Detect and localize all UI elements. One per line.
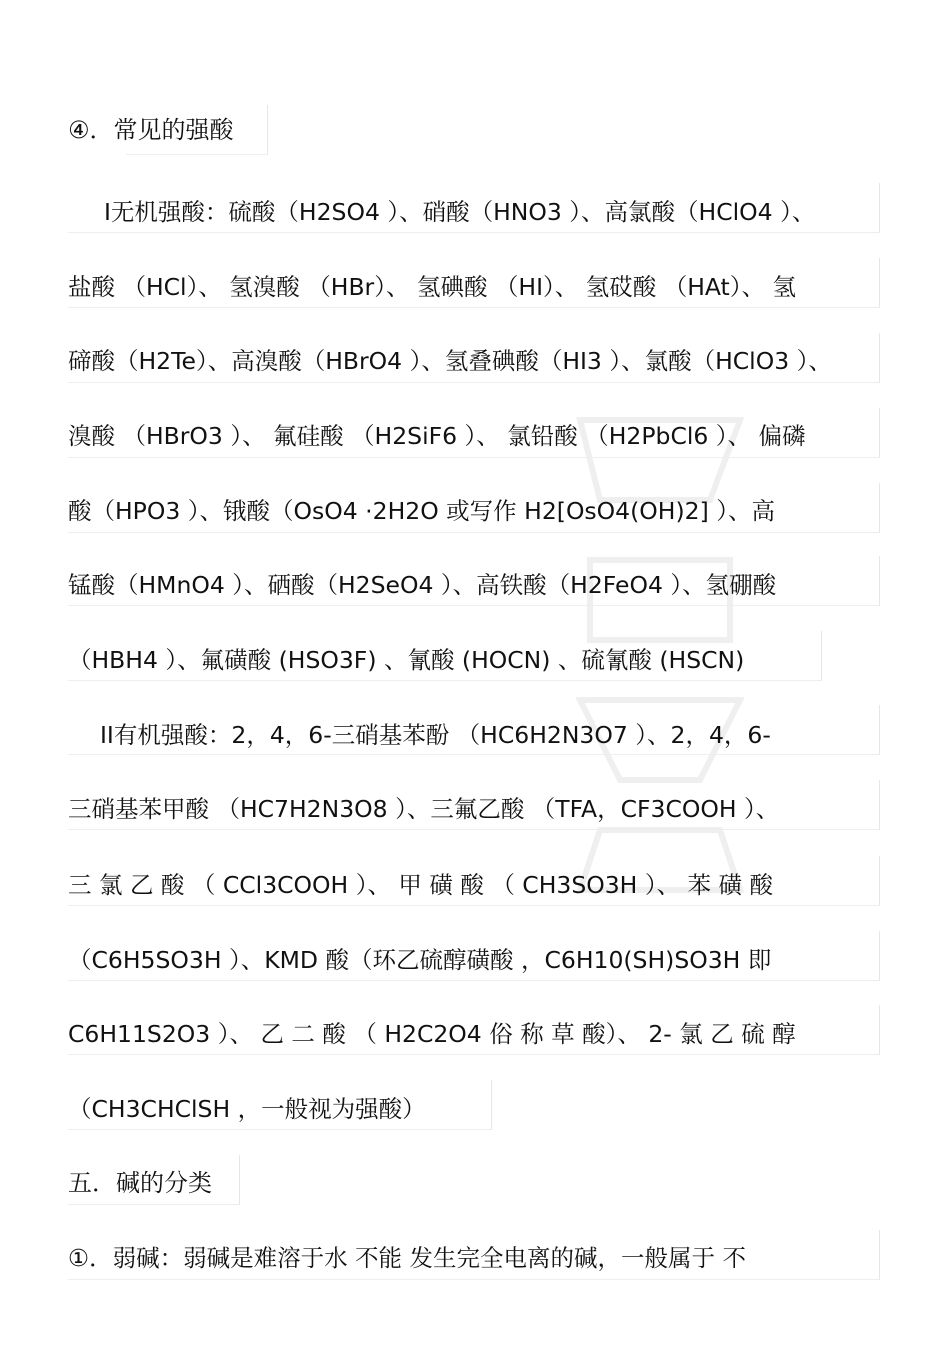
text-line-3: 碲酸（H2Te）、高溴酸（HBrO4 ）、氢叠碘酸（HI3 ）、氯酸（HClO3 ）、 <box>68 347 832 375</box>
text-line-6: 锰酸（HMnO4 ）、硒酸（H2SeO4 ）、高铁酸（H2FeO4 ）、氢硼酸 <box>68 571 777 599</box>
text-line-9: 三硝基苯甲酸 （HC7H2N3O8 ）、三氟乙酸 （TFA，CF3COOH ）、 <box>68 795 780 823</box>
text-line-4: 溴酸 （HBrO3 ）、 氟硅酸 （H2SiF6 ）、 氯铅酸 （H2PbCl6 ）、 偏磷 <box>68 422 806 450</box>
text-line-14: ①．弱碱：弱碱是难溶于水 不能 发生完全电离的碱，一般属于 不 <box>68 1244 746 1272</box>
text-line-7: （HBH4 ）、氟磺酸 (HSO3F) 、氰酸 (HOCN) 、硫氰酸 (HSCN) <box>68 646 745 674</box>
text-line-10: 三 氯 乙 酸 （ CCl3COOH ）、 甲 磺 酸 （ CH3SO3H ）、 苯 磺 酸 <box>68 871 773 899</box>
text-line-2: 盐酸 （HCl）、 氢溴酸 （HBr）、 氢碘酸 （HI）、 氢砹酸 （HAt）、 氢 <box>68 273 796 301</box>
text-line-5: 酸（HPO3 ）、锇酸（OsO4 ·2H2O 或写作 H2[OsO4(OH)2] ）、高 <box>68 497 775 525</box>
text-line-13: （CH3CHClSH ，一般视为强酸） <box>68 1095 426 1123</box>
text-line-8: II有机强酸：2，4，6-三硝基苯酚 （HC6H2N3O7 ）、2，4，6- <box>100 721 771 749</box>
text-line-1: I无机强酸：硫酸（H2SO4 ）、硝酸（HNO3 ）、高氯酸（HClO4 ）、 <box>104 198 816 226</box>
text-line-11: （C6H5SO3H ）、KMD 酸（环乙硫醇磺酸 ，C6H10(SH)SO3H 即 <box>68 946 772 974</box>
text-line-12: C6H11S2O3 ）、 乙 二 酸 （ H2C2O4 俗 称 草 酸）、 2- 氯 乙 硫 醇 <box>68 1020 796 1048</box>
base-classification-heading: 五．碱的分类 <box>68 1169 212 1197</box>
strong-acid-heading: ④．常见的强酸 <box>68 116 234 144</box>
